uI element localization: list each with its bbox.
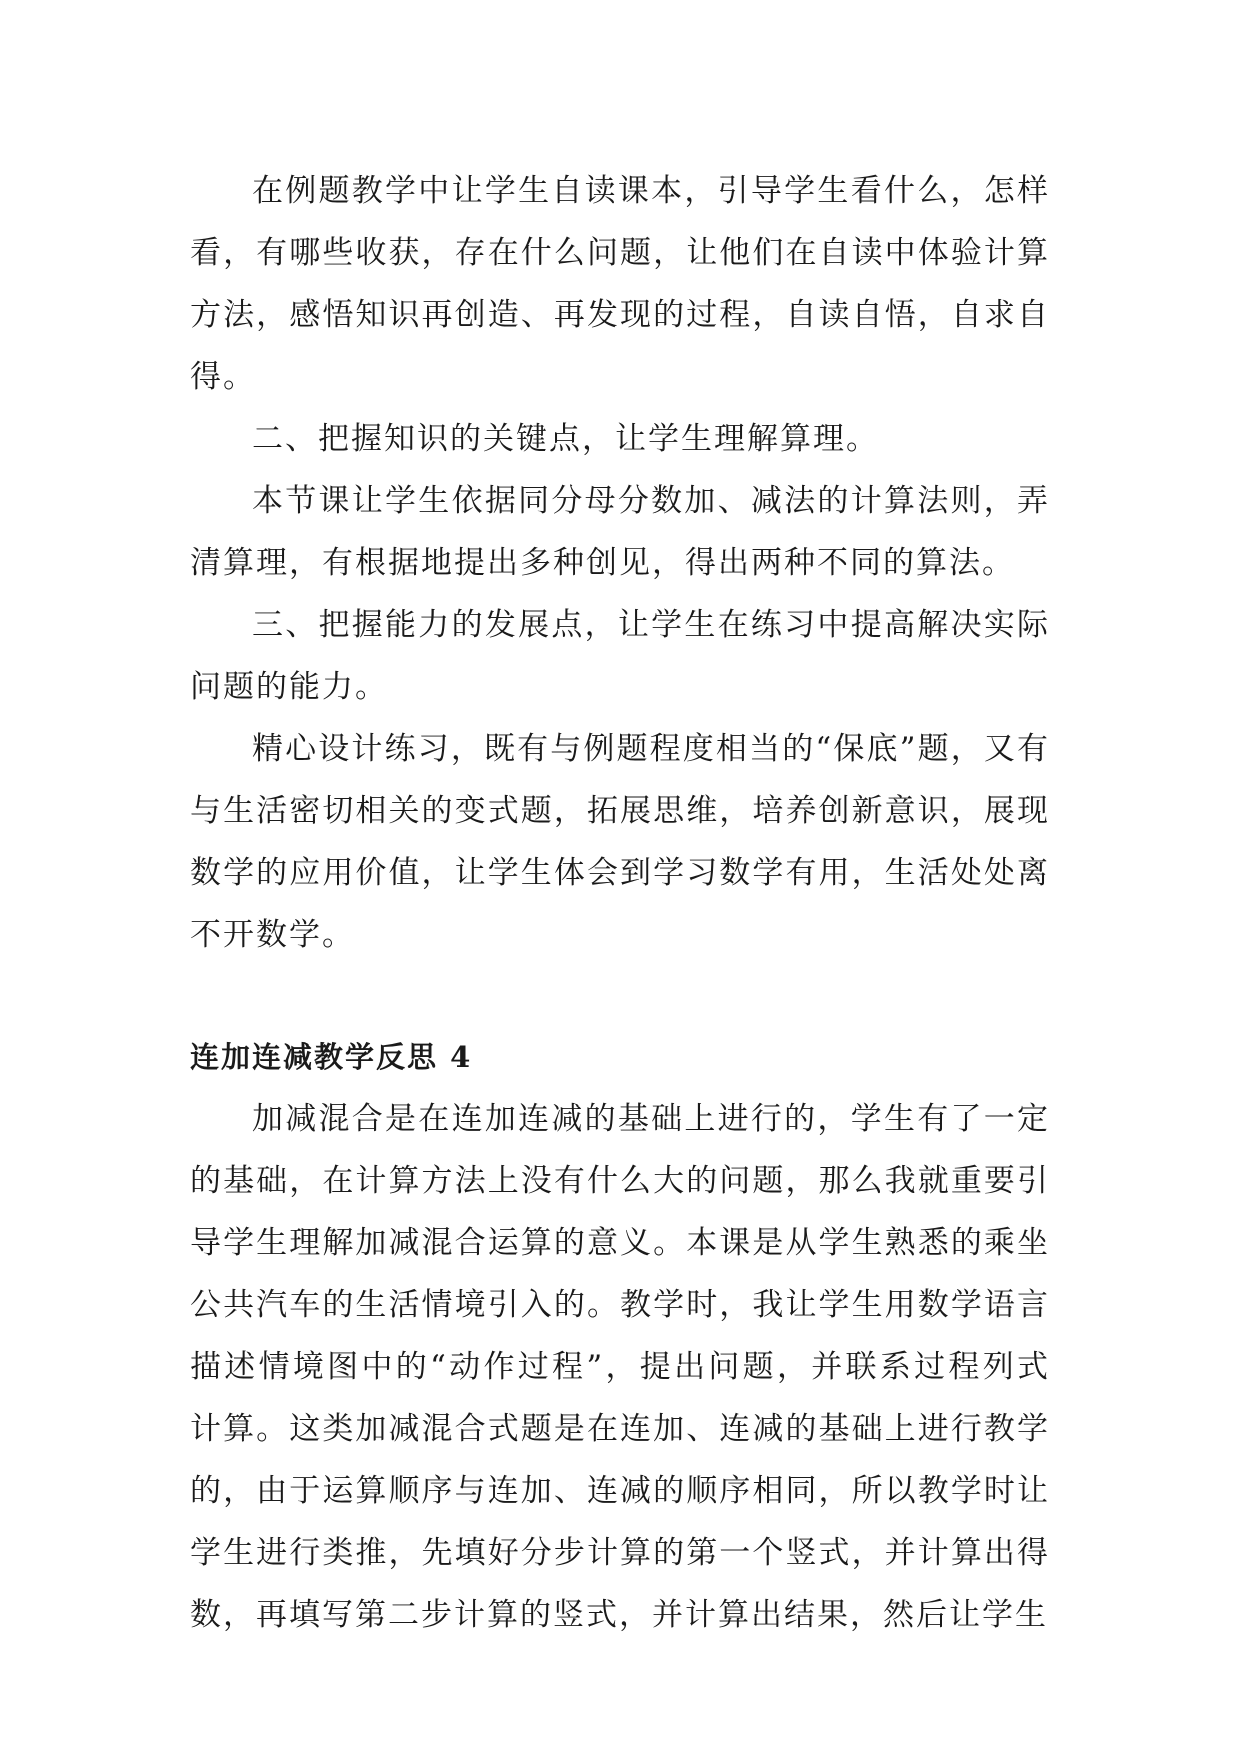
section-title: 连加连减教学反思 4 [190,1040,473,1074]
document-page [190,160,1050,1646]
paragraph-self-reading: 在例题教学中让学生自读课本，引导学生看什么，怎样看，有哪些收获，存在什么问题，让他们在自读中体验计算方法，感悟知识再创造、再发现的过程，自读自悟，自求自得。 [190,173,1050,395]
paragraph-mixed-operations: 加减混合是在连加连减的基础上进行的，学生有了一定的基础，在计算方法上没有什么大的问题，那么我就重要引导学生理解加减混合运算的意义。本课是从学生熟悉的乘坐公共汽车的生活情境引入的。教学时，我让学生用数学语言描述情境图中的“动作过程”，提出问题，并联系过程列式计算。这类加减混合式题是在连加、连减的基础上进行教学的，由于运算顺序与连加、连减的顺序相同，所以教学时让学生进行类推，先填好分步计算的第一个竖式，并计算出得数，再填写第二步计算的竖式，并计算出结果，然后让学生 [190,1101,1050,1633]
paragraph-practice-design: 精心设计练习，既有与例题程度相当的“保底”题，又有与生活密切相关的变式题，拓展思维，培养创新意识，展现数学的应用价值，让学生体会到学习数学有用，生活处处离不开数学。 [190,731,1050,953]
paragraph-algorithm: 本节课让学生依据同分母分数加、减法的计算法则，弄清算理，有根据地提出多种创见，得出两种不同的算法。 [190,483,1050,581]
heading-key-point: 二、把握知识的关键点，让学生理解算理。 [252,421,879,457]
heading-ability-point: 三、把握能力的发展点，让学生在练习中提高解决实际问题的能力。 [190,607,1050,705]
